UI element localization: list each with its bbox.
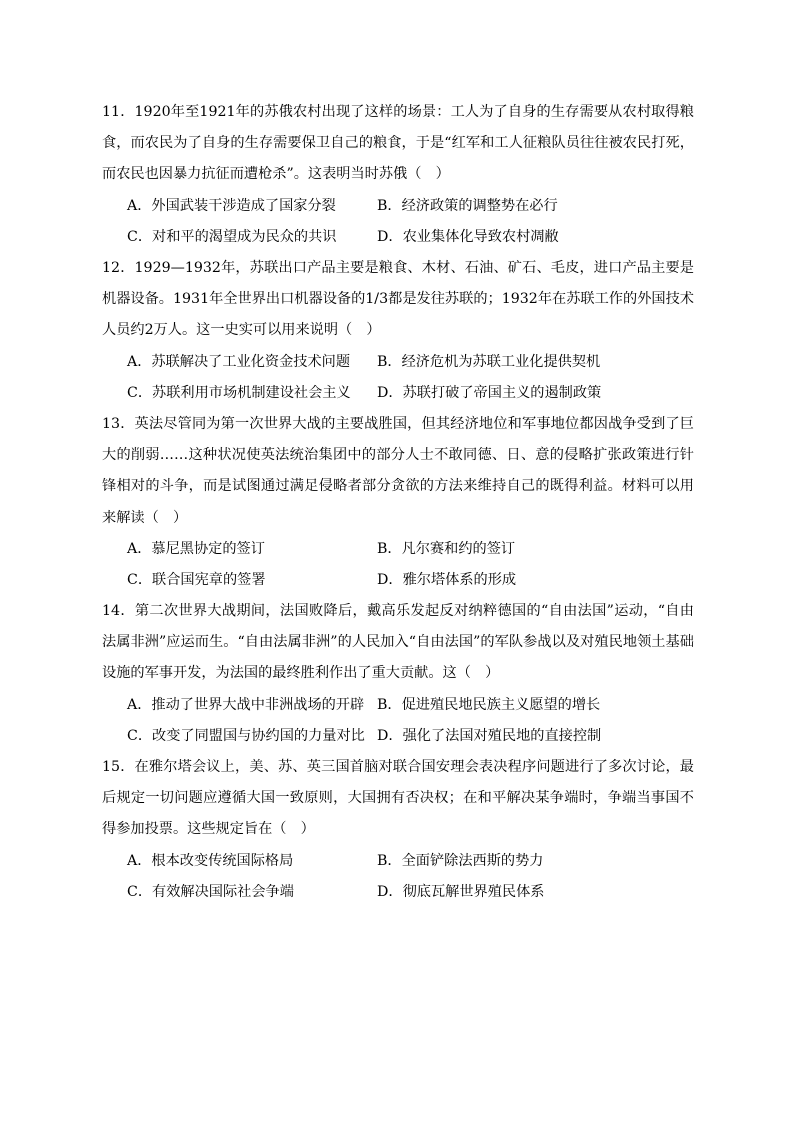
option-d: D．彻底瓦解世界殖民体系 — [377, 883, 545, 900]
option-d: D．强化了法国对殖民地的直接控制 — [377, 727, 602, 744]
option-d: D．苏联打破了帝国主义的遏制政策 — [377, 384, 602, 401]
option-a: A．慕尼黑协定的签订 — [127, 540, 265, 557]
question-13 — [102, 409, 694, 596]
options — [127, 191, 694, 253]
question-12 — [102, 253, 694, 409]
option-b: B．全面铲除法西斯的势力 — [377, 852, 544, 869]
option-b: B．经济政策的调整势在必行 — [377, 197, 558, 214]
option-a: A．外国武装干涉造成了国家分裂 — [127, 197, 336, 214]
option-row — [127, 846, 694, 877]
option-d: D．雅尔塔体系的形成 — [377, 572, 517, 588]
option-c: C．有效解决国际社会争端 — [127, 883, 294, 900]
option-row — [127, 877, 694, 908]
option-a: A．推动了世界大战中非洲战场的开辟 — [127, 696, 365, 713]
question-stem: 11．1920年至1921年的苏俄农村出现了这样的场景：工人为了自身的生存需要从农村取得粮食，而农民为了自身的生存需要保卫自己的粮食，于是“红军和工人征粮队员往往被农民打死，而农民也因暴力抗征而遭枪杀”。这表明当时苏俄（ ） — [102, 104, 694, 183]
option-row — [127, 721, 694, 752]
option-row — [127, 222, 694, 253]
option-row — [127, 534, 694, 565]
option-c: C．联合国宪章的签署 — [127, 572, 266, 588]
options — [127, 347, 694, 409]
question-14 — [102, 596, 694, 752]
option-c: C．改变了同盟国与协约国的力量对比 — [127, 727, 365, 744]
option-a: A．苏联解决了工业化资金技术问题 — [127, 353, 351, 370]
option-c: C．对和平的渴望成为民众的共识 — [127, 228, 337, 245]
question-stem: 12．1929—1932年，苏联出口产品主要是粮食、木材、石油、矿石、毛皮，进口产品主要是机器设备。1931年全世界出口机器设备的1/3都是发往苏联的；1932年在苏联工作的外国技术人员约2万人。这一史实可以用来说明（ ） — [102, 260, 694, 339]
option-d: D．农业集体化导致农村凋敝 — [377, 228, 559, 245]
option-b: B．凡尔赛和约的签订 — [377, 540, 516, 557]
question-stem: 15．在雅尔塔会议上，美、苏、英三国首脑对联合国安理会表决程序问题进行了多次讨论，最后规定一切问题应遵循大国一致原则，大国拥有否决权；在和平解决某争端时，争端当事国不得参加投票。这些规定旨在（ ） — [102, 759, 694, 838]
option-row — [127, 191, 694, 222]
option-b: B．经济危机为苏联工业化提供契机 — [377, 353, 601, 370]
option-row — [127, 347, 694, 378]
option-c: C．苏联利用市场机制建设社会主义 — [127, 384, 351, 401]
option-row — [127, 690, 694, 721]
question-11 — [102, 97, 694, 253]
options — [127, 690, 694, 752]
question-stem: 13．英法尽管同为第一次世界大战的主要战胜国，但其经济地位和军事地位都因战争受到了巨大的削弱……这种状况使英法统治集团中的部分人士不敢同德、日、意的侵略扩张政策进行针锋相对的斗争，而是试图通过满足侵略者部分贪欲的方法来维持自己的既得利益。材料可以用来解读（ ） — [102, 416, 694, 526]
option-row — [127, 378, 694, 409]
options — [127, 846, 694, 908]
option-a: A．根本改变传统国际格局 — [127, 852, 294, 869]
question-15 — [102, 752, 694, 908]
option-row — [127, 565, 694, 596]
option-b: B．促进殖民地民族主义愿望的增长 — [377, 696, 601, 713]
options — [127, 534, 694, 596]
question-stem: 14．第二次世界大战期间，法国败降后，戴高乐发起反对纳粹德国的“自由法国”运动，“自由法属非洲”应运而生。“自由法属非洲”的人民加入“自由法国”的军队参战以及对殖民地领土基础设施的军事开发，为法国的最终胜利作出了重大贡献。这（ ） — [102, 603, 694, 682]
